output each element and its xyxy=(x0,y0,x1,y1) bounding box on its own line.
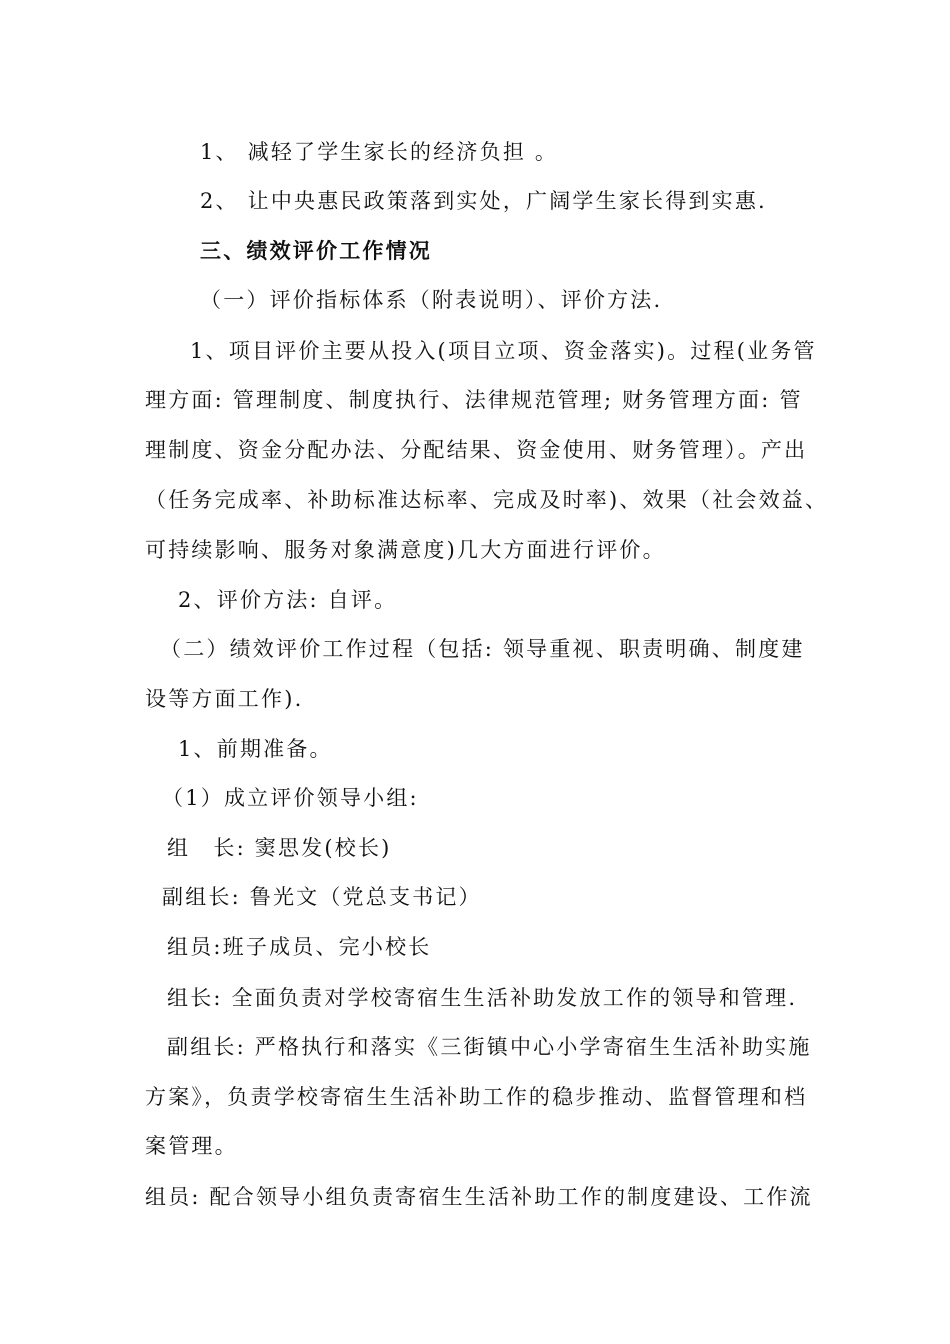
members-line: 组员:班子成员、完小校长 xyxy=(167,935,432,959)
paragraph-line: （1）成立评价领导小组: xyxy=(162,786,419,810)
paragraph-line: 方案》，负责学校寄宿生生活补助工作的稳步推动、监督管理和档 xyxy=(145,1085,808,1109)
paragraph-line: 组员: 配合领导小组负责寄宿生生活补助工作的制度建设、工作流 xyxy=(145,1185,813,1209)
deputy-leader-line: 副组长: 鲁光文（党总支书记） xyxy=(162,885,482,909)
paragraph-line: 组长: 全面负责对学校寄宿生生活补助发放工作的领导和管理. xyxy=(167,986,798,1010)
subsection-heading-1: （一）评价指标体系（附表说明）、评价方法. xyxy=(200,288,663,312)
section-heading-3: 三、绩效评价工作情况 xyxy=(200,238,432,263)
paragraph-line: 2、评价方法: 自评。 xyxy=(178,588,398,612)
list-item-1: 1、 减轻了学生家长的经济负担 。 xyxy=(200,140,559,164)
team-leader-line: 组 长: 窦思发(校长) xyxy=(167,836,392,860)
paragraph-line: 案管理。 xyxy=(145,1134,238,1158)
list-item-2: 2、 让中央惠民政策落到实处，广阔学生家长得到实惠. xyxy=(200,189,767,213)
paragraph-line: 可持续影响、服务对象满意度)几大方面进行评价。 xyxy=(145,538,666,562)
paragraph-line: 设等方面工作). xyxy=(145,687,304,711)
paragraph-line: 1、项目评价主要从投入(项目立项、资金落实)。过程(业务管 xyxy=(190,339,817,363)
paragraph-line: 理制度、资金分配办法、分配结果、资金使用、财务管理）。产出 xyxy=(145,438,808,462)
paragraph-line: （任务完成率、补助标准达标率、完成及时率)、效果（社会效益、 xyxy=(145,488,829,512)
paragraph-line: 1、前期准备。 xyxy=(178,737,333,761)
paragraph-line: 副组长: 严格执行和落实《三街镇中心小学寄宿生生活补助实施 xyxy=(167,1035,812,1059)
subsection-heading-2: （二）绩效评价工作过程（包括: 领导重视、职责明确、制度建 xyxy=(160,637,805,661)
paragraph-line: 理方面: 管理制度、制度执行、法律规范管理; 财务管理方面: 管 xyxy=(145,388,803,412)
